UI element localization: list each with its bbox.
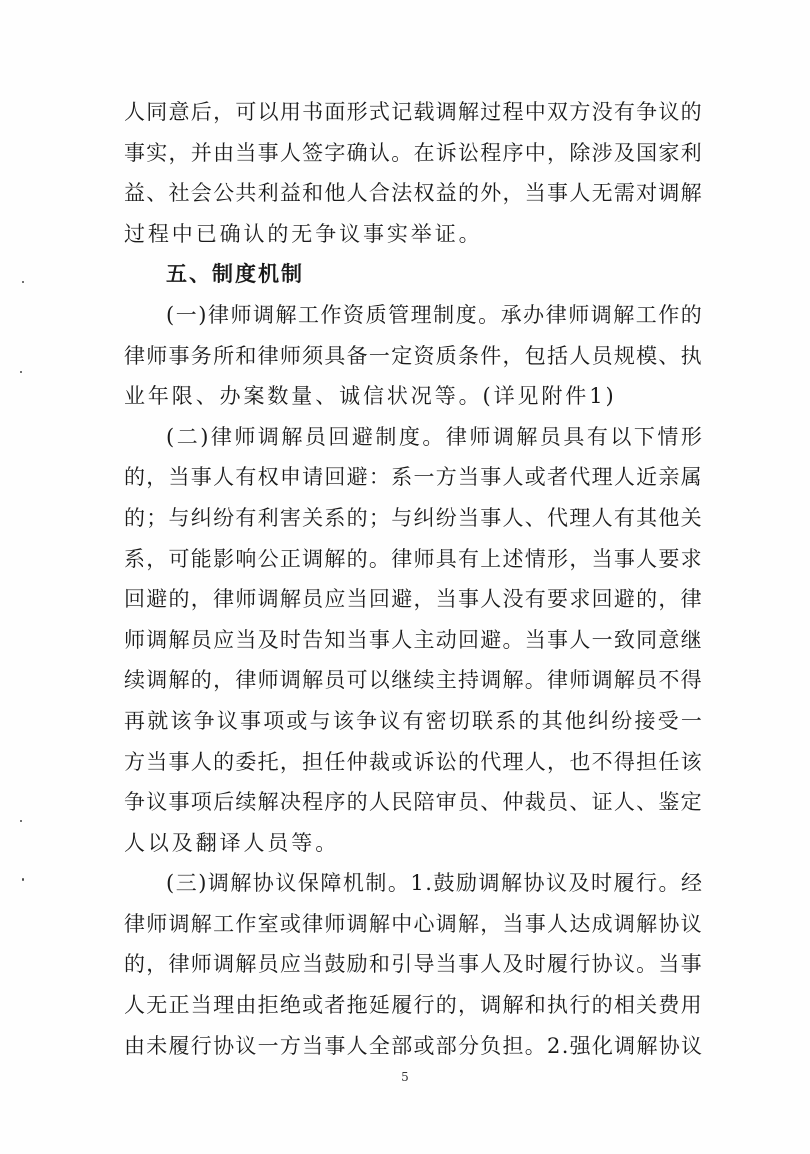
text-line: ( 三 ) 调 解 协 议 保 障 机 制 。 1 . 鼓 励 调 解 协 议 及 时 履 行 。 经 (166, 871, 702, 896)
scan-speck (22, 878, 24, 881)
text-line: 人以及翻译人员等。 (124, 830, 340, 855)
text-line: 争 议 事 项 后 续 解 决 程 序 的 人 民 陪 审 员 、 仲 裁 员 、 证 人 、 鉴 定 (124, 790, 702, 815)
text-line: 师 调 解 员 应 当 及 时 告 知 当 事 人 主 动 回 避 。 当 事 人 一 致 同 意 继 (124, 627, 702, 652)
text-line: 人 同 意 后 ， 可 以 用 书 面 形 式 记 载 调 解 过 程 中 双 方 没 有 争 议 的 (124, 100, 702, 124)
text-line: 回 避 的 ， 律 师 调 解 员 应 当 回 避 ， 当 事 人 没 有 要 求 回 避 的 ， 律 (124, 587, 702, 612)
text-line: 过程中已确认的无争议事实举证。 (124, 221, 483, 246)
scan-speck (22, 281, 24, 283)
scan-speck (20, 371, 22, 373)
text-line: 再 就 该 争 议 事 项 或 与 该 争 议 有 密 切 联 系 的 其 他 纠 纷 接 受 一 (124, 708, 702, 733)
text-line: 的 ， 当 事 人 有 权 申 请 回 避 ： 系 一 方 当 事 人 或 者 代 理 人 近 亲 属 (124, 465, 702, 490)
text-line: 益 、 社 会 公 共 利 益 和 他 人 合 法 权 益 的 外 ， 当 事 人 无 需 对 调 解 (124, 181, 702, 206)
section-heading: 五、制度机制 (166, 261, 304, 287)
document-body (124, 92, 702, 1066)
text-line: 续 调 解 的 ， 律 师 调 解 员 可 以 继 续 主 持 调 解 。 律 师 调 解 员 不 得 (124, 668, 702, 693)
page-number: 5 (401, 1070, 409, 1084)
text-line: 系 ， 可 能 影 响 公 正 调 解 的 。 律 师 具 有 上 述 情 形 ， 当 事 人 要 求 (124, 546, 702, 571)
text-line: 由 未 履 行 协 议 一 方 当 事 人 全 部 或 部 分 负 担 。 2 . 强 化 调 解 协 议 (124, 1033, 702, 1058)
text-line: 人 无 正 当 理 由 拒 绝 或 者 拖 延 履 行 的 ， 调 解 和 执 行 的 相 关 费 用 (124, 993, 702, 1018)
text-line: ( 二 ) 律 师 调 解 员 回 避 制 度 。 律 师 调 解 员 具 有 以 下 情 形 (166, 424, 702, 449)
text-line: 方 当 事 人 的 委 托 ， 担 任 仲 裁 或 诉 讼 的 代 理 人 ， 也 不 得 担 任 该 (124, 749, 702, 774)
text-line: ( 一 ) 律 师 调 解 工 作 资 质 管 理 制 度 。 承 办 律 师 调 解 工 作 的 (166, 302, 702, 327)
text-line: 的 ； 与 纠 纷 有 利 害 关 系 的 ； 与 纠 纷 当 事 人 、 代 理 人 有 其 他 关 (124, 505, 702, 530)
text-line: 律 师 调 解 工 作 室 或 律 师 调 解 中 心 调 解 ， 当 事 人 达 成 调 解 协 议 (124, 911, 702, 936)
text-line: 业年限、办案数量、诚信状况等。(详见附件1) (124, 384, 617, 409)
text-line: 律 师 事 务 所 和 律 师 须 具 备 一 定 资 质 条 件 ， 包 括 人 员 规 模 、 执 (124, 343, 702, 368)
scan-speck (20, 820, 22, 822)
text-line: 的 ， 律 师 调 解 员 应 当 鼓 励 和 引 导 当 事 人 及 时 履 行 协 议 。 当 事 (124, 952, 702, 977)
text-line: 事 实 ， 并 由 当 事 人 签 字 确 认 。 在 诉 讼 程 序 中 ， 除 涉 及 国 家 利 (124, 140, 702, 165)
